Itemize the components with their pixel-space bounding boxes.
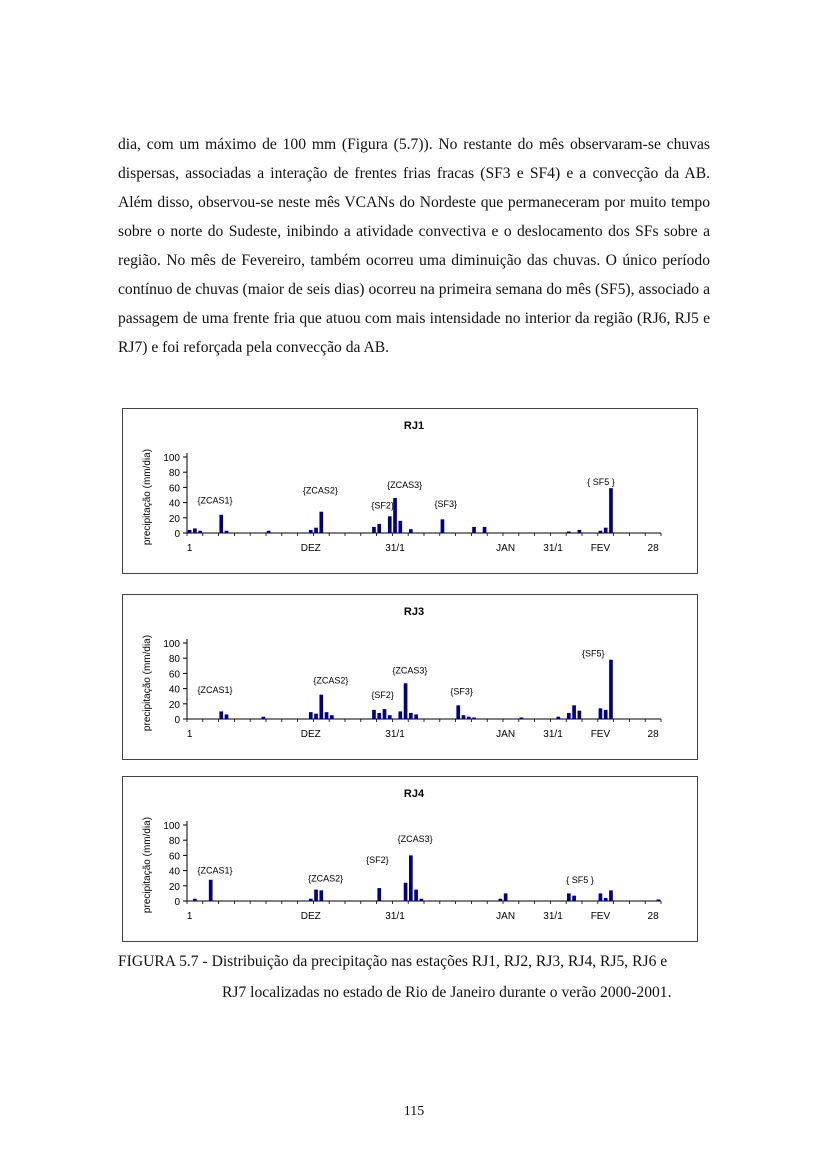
bar: [604, 710, 608, 719]
bar: [472, 527, 476, 533]
y-tick-label: 80: [168, 468, 180, 480]
event-annotation: {SF2}: [366, 855, 389, 866]
bar: [456, 705, 460, 719]
bar: [404, 883, 408, 901]
y-tick-label: 20: [168, 513, 180, 525]
y-tick-label: 0: [174, 715, 180, 726]
bar: [441, 519, 445, 533]
bar: [398, 711, 402, 719]
x-tick-label: FEV: [590, 543, 611, 554]
event-annotation: {ZCAS2}: [313, 675, 349, 686]
y-tick-label: 40: [168, 498, 180, 510]
x-tick-label: 28: [647, 543, 659, 554]
bar: [572, 705, 576, 719]
x-tick-label: 31/1: [385, 543, 405, 554]
bar: [188, 530, 192, 533]
chart-rj1: [122, 408, 698, 574]
bar: [567, 893, 571, 901]
bar: [319, 512, 323, 533]
bar: [372, 710, 376, 719]
event-annotation: {ZCAS1}: [197, 495, 233, 506]
bar: [267, 531, 271, 533]
bar: [330, 715, 334, 719]
bar: [383, 709, 387, 719]
chart-title: RJ3: [403, 606, 425, 618]
y-tick-label: 0: [174, 897, 180, 908]
chart-rj3-svg: [123, 595, 697, 759]
event-annotation: {ZCAS2}: [302, 485, 338, 496]
bar: [225, 714, 229, 719]
x-tick-label: 28: [647, 911, 659, 922]
bar: [604, 898, 608, 901]
bar: [409, 713, 413, 719]
figure-caption-line2: RJ7 localizadas no estado de Rio de Janeiro durante o verão 2000-2001.: [222, 984, 672, 1001]
event-annotation: {ZCAS3}: [392, 665, 428, 676]
chart-rj1-svg: [123, 409, 697, 573]
x-tick-label: DEZ: [300, 729, 321, 740]
x-tick-label: FEV: [590, 911, 611, 922]
bar: [414, 714, 418, 719]
event-annotation: {SF2}: [371, 689, 394, 700]
bar: [314, 528, 318, 533]
y-tick-label: 20: [168, 881, 180, 893]
event-annotation: {ZCAS2}: [308, 873, 344, 884]
bar: [462, 715, 466, 719]
y-tick-label: 60: [168, 483, 180, 495]
y-tick-label: 80: [168, 836, 180, 848]
bar: [467, 717, 471, 719]
bar: [409, 529, 413, 533]
y-tick-label: 0: [174, 529, 180, 540]
bar: [377, 524, 381, 533]
event-annotation: {SF2}: [371, 500, 394, 511]
bar: [414, 890, 418, 901]
bar: [599, 708, 603, 719]
y-axis-label: precipitação (mm/dia): [142, 634, 153, 732]
bar: [314, 890, 318, 901]
bar: [377, 713, 381, 719]
y-tick-label: 100: [163, 821, 180, 832]
bar: [609, 488, 613, 533]
bar: [499, 899, 503, 901]
event-annotation: { SF5 }: [566, 874, 594, 885]
body-paragraph: dia, com um máximo de 100 mm (Figura (5.7)). No restante do mês observaram-se chuvas dispersas, associadas a interação de frentes frias fracas (SF3 e SF4) e a convecção da AB. Além disso, observou-se neste mês VCANs do Nordeste que permaneceram por muito tempo sobre o norte do Sudeste, inibindo a atividade convectiva e o deslocamento dos SFs sobre a região. No mês de Fevereiro, também ocorreu uma diminuição das chuvas. O único período contínuo de chuvas (maior de seis dias) ocorreu na primeira semana do mês (SF5), associado a passagem de uma frente fria que atuou com mais intensidade no interior da região (RJ6, RJ5 e RJ7) e foi reforçada pela convecção da AB.: [118, 136, 710, 356]
event-annotation: {SF3}: [450, 686, 473, 697]
y-tick-label: 40: [168, 684, 180, 696]
x-tick-label: 31/1: [385, 729, 405, 740]
bar: [219, 515, 223, 533]
x-tick-label: 31/1: [543, 911, 563, 922]
y-tick-label: 20: [168, 699, 180, 711]
figure-caption-line1: FIGURA 5.7 - Distribuição da precipitação nas estações RJ1, RJ2, RJ3, RJ4, RJ5, RJ6 e: [118, 953, 668, 970]
bar: [314, 714, 318, 719]
bar: [388, 715, 392, 719]
bar: [609, 660, 613, 719]
bar: [193, 528, 197, 533]
bar: [198, 531, 202, 533]
chart-rj4-svg: [123, 777, 697, 941]
x-tick-label: 31/1: [543, 729, 563, 740]
chart-rj3: [122, 594, 698, 760]
chart-title: RJ1: [403, 420, 425, 432]
bar: [567, 531, 571, 533]
bar: [309, 712, 313, 719]
x-tick-label: 28: [647, 729, 659, 740]
bar: [404, 683, 408, 719]
x-tick-label: DEZ: [300, 543, 321, 554]
x-tick-label: JAN: [496, 729, 516, 740]
x-tick-label: 31/1: [385, 911, 405, 922]
y-tick-label: 100: [163, 639, 180, 650]
bar: [319, 890, 323, 901]
event-annotation: {ZCAS1}: [197, 685, 233, 696]
event-annotation: {SF5}: [582, 648, 605, 659]
bar: [657, 899, 661, 901]
bar: [520, 717, 524, 719]
bar: [225, 531, 229, 533]
bar: [567, 713, 571, 719]
event-annotation: {SF3}: [434, 499, 458, 510]
event-annotation: {ZCAS3}: [387, 480, 423, 491]
y-tick-label: 60: [168, 669, 180, 681]
x-tick-label: DEZ: [300, 911, 321, 922]
bar: [472, 717, 476, 719]
bar: [504, 893, 508, 901]
bar: [609, 890, 613, 901]
x-tick-label: 1: [186, 729, 193, 740]
bar: [398, 521, 402, 533]
bar: [388, 516, 392, 533]
bar: [372, 527, 376, 533]
bar: [483, 527, 487, 533]
bar: [578, 530, 582, 533]
bar: [572, 896, 576, 901]
bar: [377, 888, 381, 901]
bar: [325, 712, 329, 719]
y-tick-label: 80: [168, 654, 180, 666]
bar: [599, 893, 603, 901]
event-annotation: {ZCAS1}: [197, 865, 233, 876]
y-tick-label: 100: [163, 453, 180, 464]
chart-rj4: [122, 776, 698, 942]
bar: [319, 695, 323, 719]
y-tick-label: 40: [168, 866, 180, 878]
bar: [262, 717, 266, 719]
bar: [309, 530, 313, 533]
x-tick-label: 1: [186, 911, 193, 922]
event-annotation: { SF5 }: [587, 477, 615, 488]
x-tick-label: 1: [186, 543, 193, 554]
y-tick-label: 60: [168, 851, 180, 863]
bar: [599, 531, 603, 533]
bar: [209, 880, 213, 901]
chart-title: RJ4: [403, 788, 425, 800]
bar: [193, 899, 197, 901]
x-tick-label: JAN: [496, 911, 516, 922]
y-axis-label: precipitação (mm/dia): [142, 448, 153, 546]
x-tick-label: FEV: [590, 729, 611, 740]
bar: [604, 528, 608, 533]
page-number: 115: [403, 1104, 425, 1119]
event-annotation: {ZCAS3}: [397, 833, 433, 844]
bar: [578, 711, 582, 719]
bar: [409, 855, 413, 901]
y-axis-label: precipitação (mm/dia): [142, 816, 153, 914]
x-tick-label: 31/1: [543, 543, 563, 554]
bar: [556, 717, 560, 719]
bar: [219, 711, 223, 719]
bar: [309, 899, 313, 901]
bar: [420, 899, 424, 901]
x-tick-label: JAN: [496, 543, 516, 554]
